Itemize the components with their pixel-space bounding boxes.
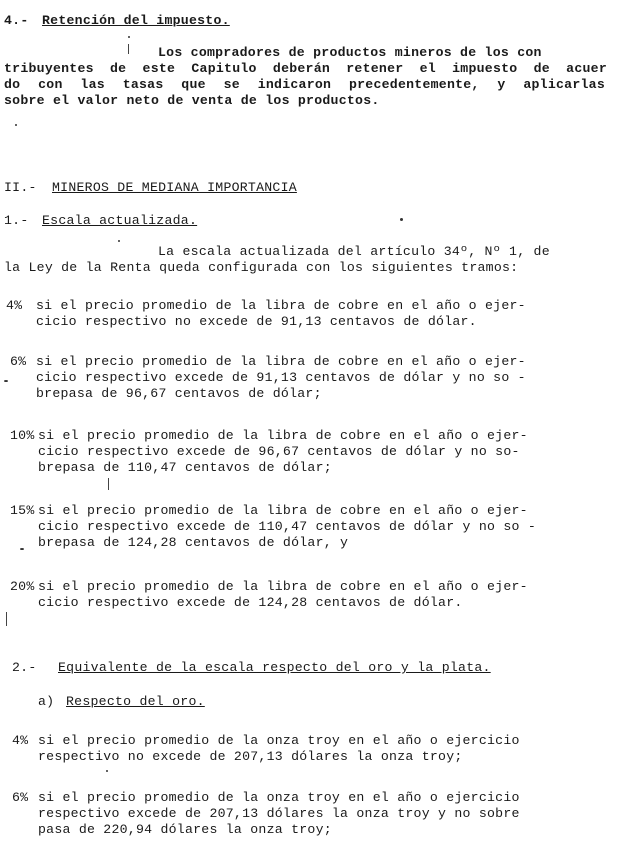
section-1-intro-2: la Ley de la Renta queda configurada con los siguientes tramos: [4,260,519,275]
section-4-title: Retención del impuesto. [42,13,230,28]
tramo-rate: 6% [12,790,29,805]
tramo-rate: 15% [10,503,35,518]
tramo-line: brepasa de 96,67 centavos de dólar; [36,386,322,401]
scan-mark [6,612,7,626]
tramo-line: si el precio promedio de la libra de cobre en el año o ejer- [38,579,528,594]
tramo-line: brepasa de 110,47 centavos de dólar; [38,460,332,475]
sub-a-title: Respecto del oro. [66,694,205,709]
section-4-line-2: tribuyentes de este Capitulo deberán retener el impuesto de acuer [4,61,607,76]
section-1-intro-1: La escala actualizada del artículo 34º, Nº 1, de [158,244,550,259]
tramo-rate: 6% [10,354,27,369]
tramo-rate: 20% [10,579,35,594]
scan-speck [128,36,130,38]
tramo-line: si el precio promedio de la onza troy en el año o ejercicio [38,733,520,748]
scan-speck [400,218,403,221]
tramo-line: cicio respectivo excede de 96,67 centavos de dólar y no so- [38,444,520,459]
scan-speck [20,548,24,550]
tramo-rate: 4% [12,733,29,748]
scan-mark [108,478,109,490]
scan-speck [106,770,108,772]
section-4-line-3: do con las tasas que se indicaron precedentemente, y aplicarlas [4,77,605,92]
tramo-line: si el precio promedio de la onza troy en el año o ejercicio [38,790,520,805]
tramo-line: cicio respectivo excede de 91,13 centavos de dólar y no so - [36,370,526,385]
tramo-line: cicio respectivo excede de 110,47 centavos de dólar y no so - [38,519,536,534]
tramo-line: si el precio promedio de la libra de cobre en el año o ejer- [36,298,526,313]
tramo-rate: 10% [10,428,35,443]
scan-mark [128,44,129,54]
scan-speck [15,124,17,126]
section-4-line-4: sobre el valor neto de venta de los productos. [4,93,380,108]
section-4-line-1: Los compradores de productos mineros de los con [158,45,542,60]
sub-a-label: a) [38,694,55,709]
tramo-line: si el precio promedio de la libra de cobre en el año o ejer- [38,428,528,443]
section-1-title: Escala actualizada. [42,213,198,228]
tramo-line: respectivo no excede de 207,13 dólares la onza troy; [38,749,463,764]
section-1-number: 1.- [4,213,29,228]
section-ii-number: II.- [4,180,37,195]
tramo-line: si el precio promedio de la libra de cobre en el año o ejer- [36,354,526,369]
scan-speck [4,380,8,382]
section-2-number: 2.- [12,660,37,675]
scan-speck [118,240,120,242]
tramo-rate: 4% [6,298,23,313]
tramo-line: pasa de 220,94 dólares la onza troy; [38,822,332,837]
tramo-line: brepasa de 124,28 centavos de dólar, y [38,535,349,550]
section-2-title: Equivalente de la escala respecto del oro y la plata. [58,660,491,675]
tramo-line: cicio respectivo excede de 124,28 centavos de dólar. [38,595,463,610]
section-ii-title: MINEROS DE MEDIANA IMPORTANCIA [52,180,297,195]
section-4-number: 4.- [4,13,29,28]
tramo-line: si el precio promedio de la libra de cobre en el año o ejer- [38,503,528,518]
tramo-line: respectivo excede de 207,13 dólares la onza troy y no sobre [38,806,520,821]
tramo-line: cicio respectivo no excede de 91,13 centavos de dólar. [36,314,477,329]
